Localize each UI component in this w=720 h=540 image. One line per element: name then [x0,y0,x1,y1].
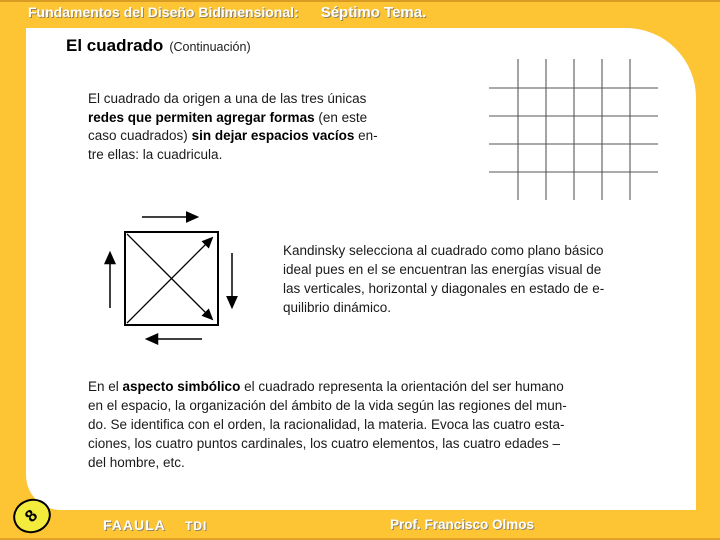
intro-line-3: caso cuadrados) sin dejar espacios vacíos en- [88,128,378,143]
kandinsky-paragraph [283,241,604,317]
footer-professor-name: Prof. Francisco Olmos [390,517,535,532]
content-panel [26,28,696,510]
kandinsky-line-3: las verticales, horizontal y diagonales en estado de e- [283,281,605,296]
top-edge-line [0,0,720,2]
grid-figure [486,57,662,203]
slide-header [28,4,426,22]
diagonal-down-arrow [127,234,212,319]
page-title [66,36,251,56]
intro-paragraph [88,90,378,164]
symbolic-line-5: del hombre, etc. [88,455,185,470]
symbolic-line-4: ciones, los cuatro puntos cardinales, los cuatro elementos, las cuatro edades – [88,436,561,451]
intro-line-4: tre ellas: la cuadricula. [88,146,223,162]
symbolic-paragraph [88,377,567,472]
footer-course-code: TDI [185,519,208,533]
square-rotation-diagram [100,203,245,355]
footer-org-label: FAAULA [103,517,166,533]
header-topic-title: Séptimo Tema. [320,4,427,21]
page-title-continuation: (Continuación) [169,40,251,54]
kandinsky-line-4: quilibrio dinámico. [283,300,392,315]
intro-line-1: El cuadrado da origen a una de las tres únicas [88,91,367,106]
badge-glyph: 8 [21,505,42,526]
symbolic-line-1: En el aspecto simbólico el cuadrado representa la orientación del ser humano [88,379,564,394]
intro-line-2: redes que permiten agregar formas (en este [88,109,368,125]
kandinsky-line-1: Kandinsky selecciona al cuadrado como plano básico [283,243,604,258]
header-course-title: Fundamentos del Diseño Bidimensional: [28,4,299,20]
diagonal-up-arrow [127,238,212,323]
page-title-main: El cuadrado [66,36,164,55]
grid-vertical-lines [518,59,630,200]
kandinsky-line-2: ideal pues en el se encuentran las energías visual de [283,262,602,277]
symbolic-line-2: en el espacio, la organización del ámbito de la vida según las regiones del mun- [88,398,567,413]
symbolic-line-3: do. Se identifica con el orden, la racionalidad, la materia. Evoca las cuatro esta- [88,417,565,432]
